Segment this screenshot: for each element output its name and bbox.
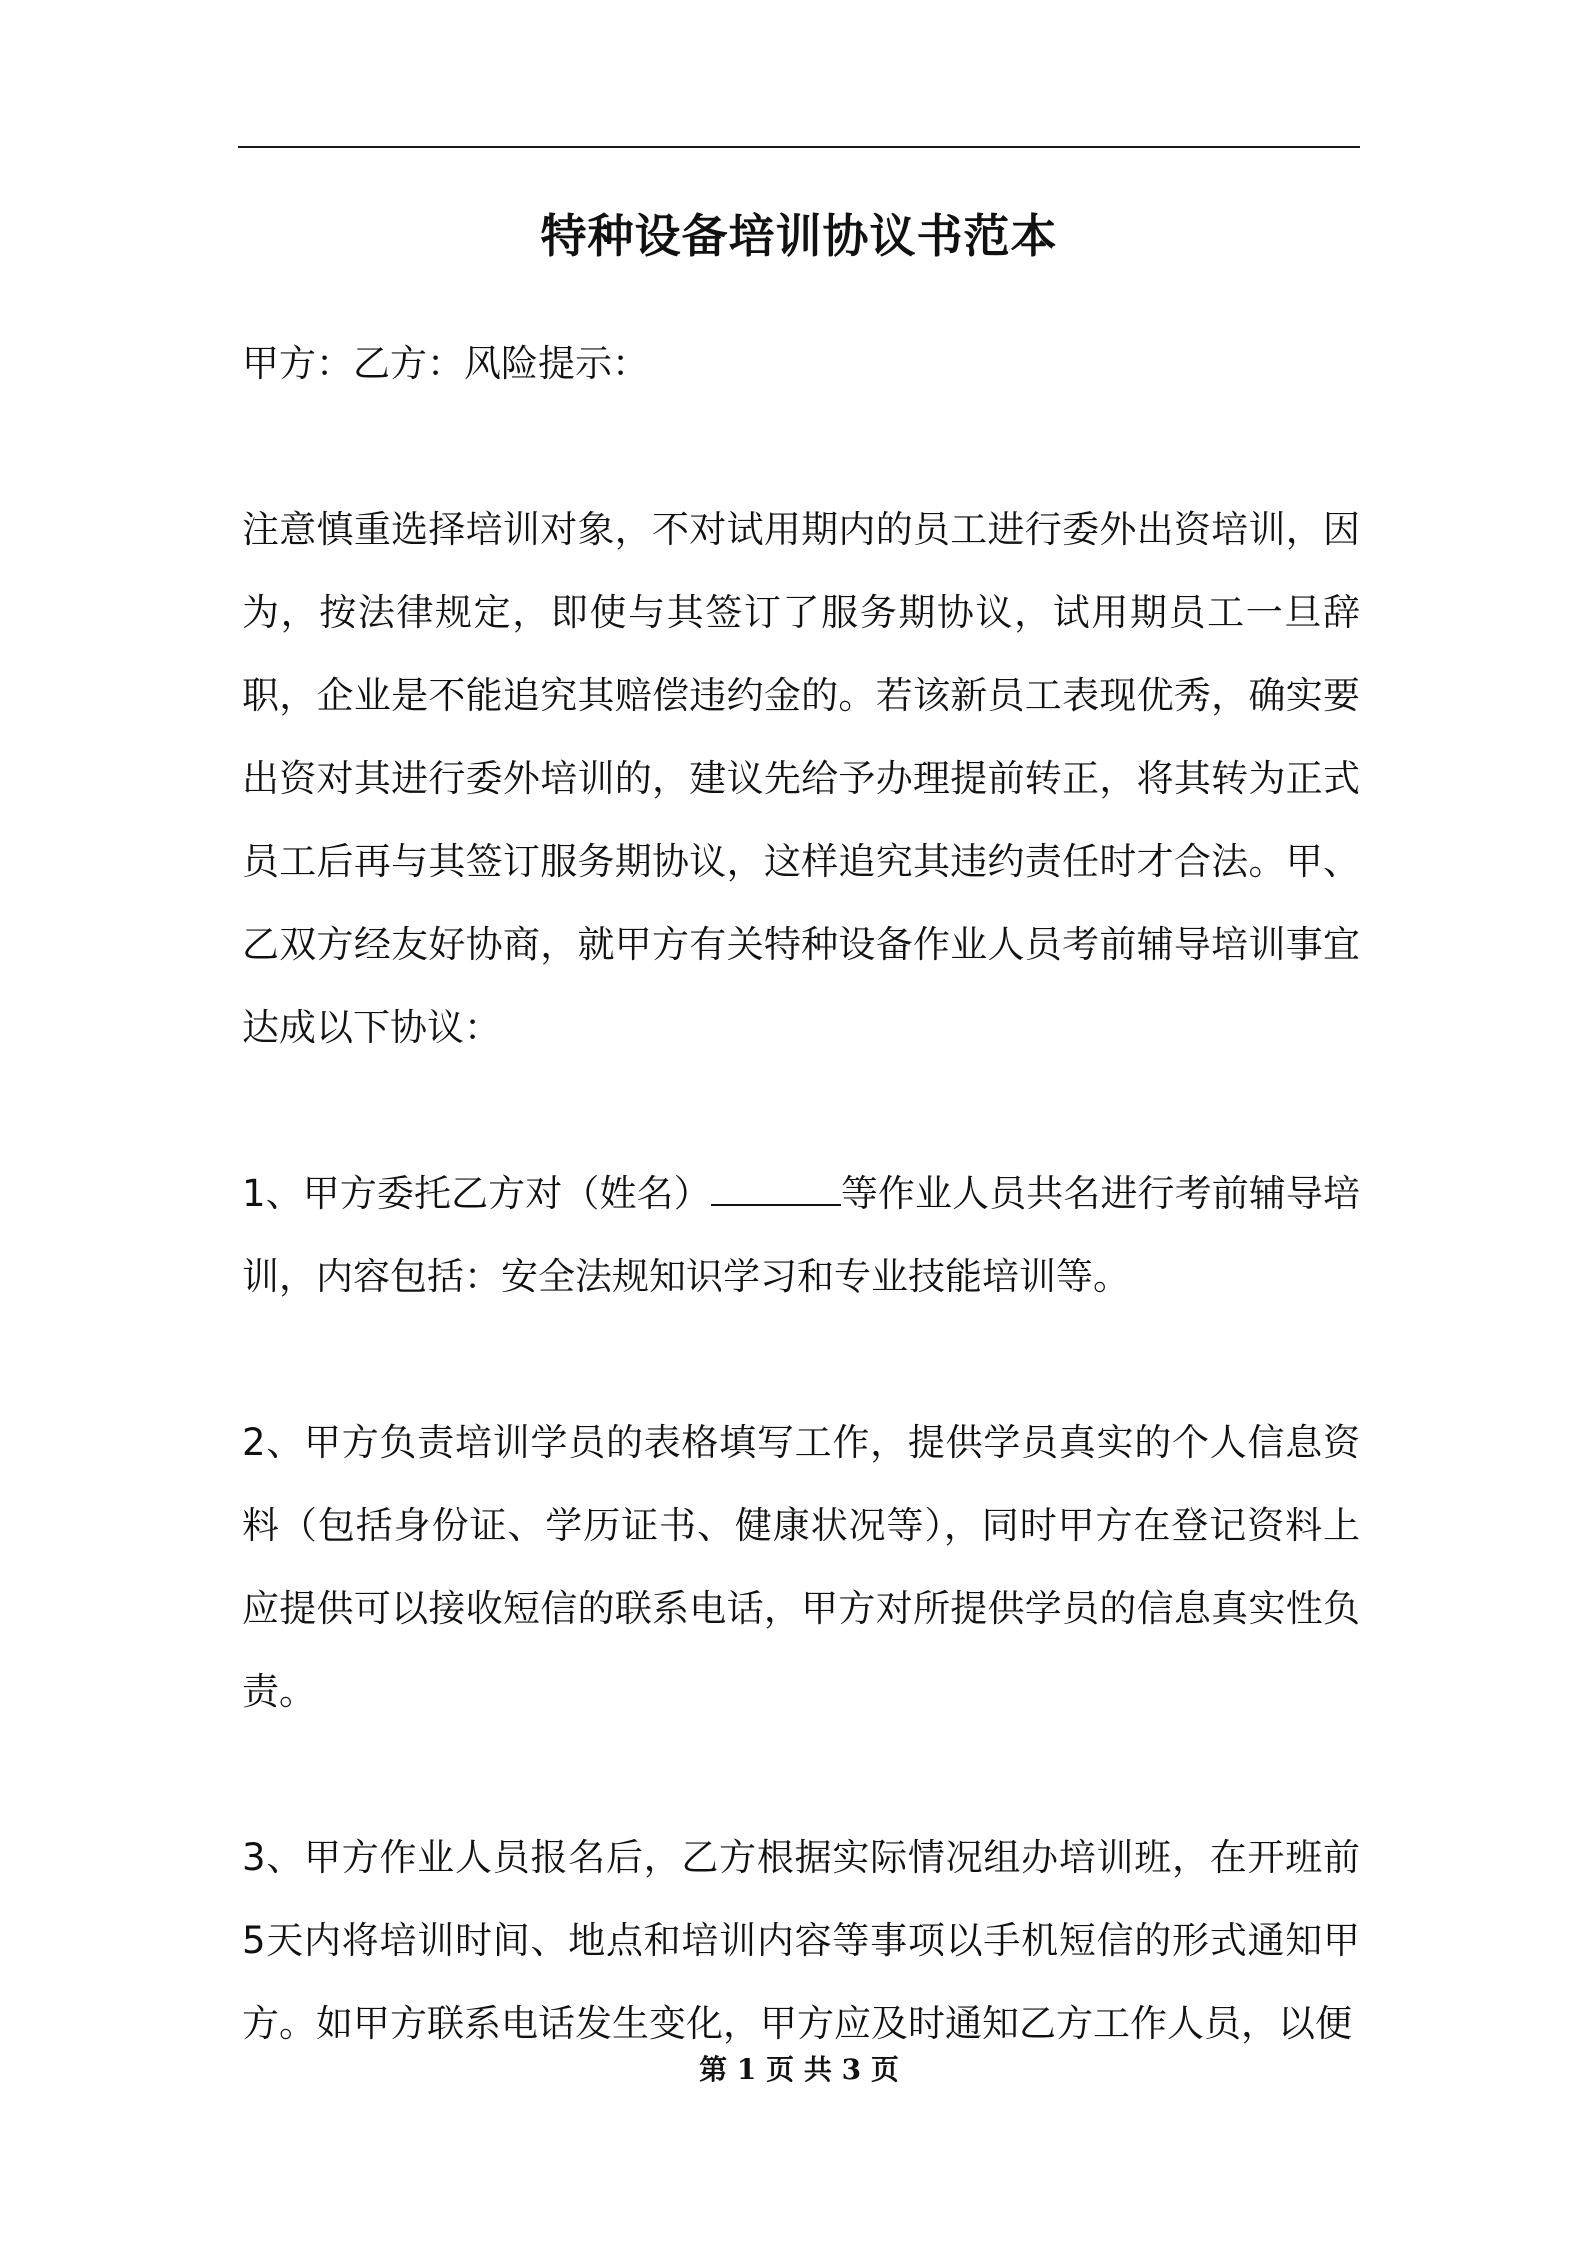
parties-line: 甲方：乙方：风险提示：: [242, 342, 649, 385]
risk-notice-paragraph: 注意慎重选择培训对象，不对试用期内的员工进行委外出资培训，因为，按法律规定，即使与其签订了服务期协议，试用期员工一旦辞职，企业是不能追究其赔偿违约金的。若该新员工表现优秀，确实要出资对其进行委外培训的，建议先给予办理提前转正，将其转为正式员工后再与其签订服务期协议，这样追究其违约责任时才合法。甲、乙双方经友好协商，就甲方有关特种设备作业人员考前辅导培训事宜达成以下协议：: [242, 508, 1360, 1049]
document-body: [242, 322, 1360, 2065]
clause-3: 3、甲方作业人员报名后，乙方根据实际情况组办培训班，在开班前5天内将培训时间、地点和培训内容等事项以手机短信的形式通知甲方。如甲方联系电话发生变化，甲方应及时通知乙方工作人员，以便: [242, 1836, 1360, 2045]
paragraph-gap: [242, 405, 1360, 488]
paragraph-gap: [242, 1733, 1360, 1816]
clause-2: 2、甲方负责培训学员的表格填写工作，提供学员真实的个人信息资料（包括身份证、学历证书、健康状况等），同时甲方在登记资料上应提供可以接收短信的联系电话，甲方对所提供学员的信息真实性负责。: [242, 1421, 1360, 1713]
document-title: 特种设备培训协议书范本: [540, 209, 1058, 263]
paragraph-gap: [242, 1318, 1360, 1401]
clause-1: [242, 1152, 1360, 1318]
page-indicator: 第 1 页 共 3 页: [699, 2053, 899, 2086]
header-rule: [238, 146, 1360, 148]
name-blank-field: [711, 1170, 841, 1206]
clause-1-text-after: 等作业人员共名进行考前辅导培训，内容包括：安全法规知识学习和专业技能培训等。: [242, 1172, 1361, 1298]
paragraph-gap: [242, 1069, 1360, 1152]
clause-1-text-before: 1、甲方委托乙方对（姓名）: [242, 1172, 711, 1215]
